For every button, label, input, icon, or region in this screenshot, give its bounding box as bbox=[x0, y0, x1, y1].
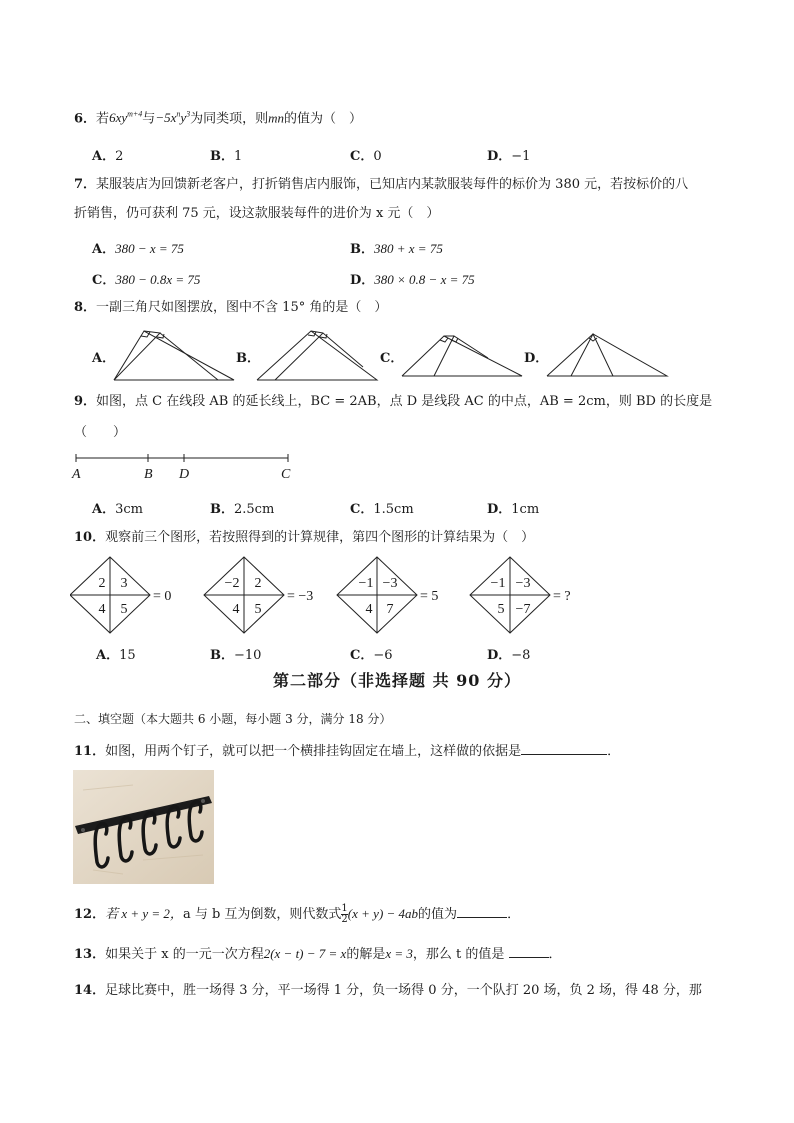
q8-figure-d bbox=[543, 328, 673, 382]
q8-option-b[interactable]: B． bbox=[236, 351, 260, 366]
fig3-bottom-left: 4 bbox=[365, 602, 373, 617]
q9-number: 9． bbox=[74, 394, 97, 409]
q7-option-c[interactable]: C．380 − 0.8x = 75 bbox=[92, 272, 201, 288]
q6-option-b[interactable]: B．1 bbox=[210, 149, 243, 164]
q12-stem: 12．若 x + y = 2，a 与 b 互为倒数，则代数式 $\frac{1}{2}$ (x + y) − 4ab的值为 ． bbox=[74, 903, 521, 925]
q8-figure-a bbox=[110, 325, 240, 383]
q14-stem: 14．足球比赛中，胜一场得 3 分，平一场得 1 分，负一场得 0 分，一个队打 20 场，负 2 场，得 48 分，那 bbox=[74, 983, 702, 998]
q8-figure-c bbox=[398, 330, 528, 382]
q11-answer-blank[interactable] bbox=[521, 742, 607, 755]
q6-term-1: $6xy^{m+4}$ bbox=[109, 110, 143, 126]
fig4-bottom-right: −7 bbox=[515, 602, 531, 617]
q12-answer-blank[interactable] bbox=[457, 905, 507, 918]
fig4-bottom-left: 5 bbox=[497, 602, 505, 617]
q7-option-d[interactable]: D．380 × 0.8 − x = 75 bbox=[350, 272, 475, 288]
fig3-bottom-right: 7 bbox=[386, 602, 394, 617]
q7-option-b[interactable]: B．380 + x = 75 bbox=[350, 241, 443, 257]
q6-option-c[interactable]: C．0 bbox=[350, 149, 382, 164]
fig2-result: = −3 bbox=[287, 589, 314, 604]
section2-heading: 二、填空题（本大题共 6 小题，每小题 3 分，满分 18 分） bbox=[74, 712, 392, 726]
fig3-result: = 5 bbox=[420, 589, 439, 604]
point-a-label: A bbox=[72, 467, 81, 482]
q8-option-d[interactable]: D． bbox=[524, 351, 549, 366]
q9-segment-figure bbox=[68, 450, 300, 484]
fig1-top-left: 2 bbox=[98, 576, 106, 591]
q11-stem: 11．如图，用两个钉子，就可以把一个横排挂钩固定在墙上，这样做的依据是 ． bbox=[74, 744, 621, 759]
q8-option-a[interactable]: A． bbox=[92, 351, 116, 366]
q7-number: 7． bbox=[74, 177, 97, 192]
fig2-top-left: −2 bbox=[224, 576, 240, 591]
q7-stem-line1: 7．某服装店为回馈新老客户，打折销售店内服饰，已知店内某款服装每件的标价为 380 元，若按标价的八 bbox=[74, 177, 689, 192]
q8-option-c[interactable]: C． bbox=[380, 351, 404, 366]
hook-rack-photo bbox=[73, 770, 214, 884]
q10-stem: 10．观察前三个图形，若按照得到的计算规律，第四个图形的计算结果为（ ） bbox=[74, 530, 535, 545]
q7-stem-line2: 折销售，仍可获利 75 元，设这款服装每件的进价为 x 元（ ） bbox=[74, 206, 440, 221]
q8-number: 8． bbox=[74, 300, 97, 315]
q9-stem-line1: 9．如图，点 C 在线段 AB 的延长线上，BC = 2AB，点 D 是线段 AC 的中点，AB = 2cm，则 BD 的长度是 bbox=[74, 394, 713, 409]
fig2-bottom-left: 4 bbox=[232, 602, 240, 617]
fig3-top-right: −3 bbox=[382, 576, 398, 591]
fig3-top-left: −1 bbox=[358, 576, 374, 591]
fig2-top-right: 2 bbox=[254, 576, 262, 591]
q11-number: 11． bbox=[74, 744, 106, 759]
point-b-label: B bbox=[144, 467, 153, 482]
q7-option-a[interactable]: A．380 − x = 75 bbox=[92, 241, 184, 257]
fig1-top-right: 3 bbox=[120, 576, 128, 591]
q10-number: 10． bbox=[74, 530, 106, 545]
q9-stem-line2: （ ） bbox=[74, 425, 127, 440]
q9-option-d[interactable]: D．1cm bbox=[487, 502, 540, 517]
q12-number: 12． bbox=[74, 907, 106, 922]
q6-stem: 6．若$6xy^{m+4}$与$-5x^ny^3$为同类项，则mn的值为（ ） bbox=[74, 110, 363, 127]
q6-number: 6． bbox=[74, 111, 97, 127]
fig4-result: = ? bbox=[553, 589, 571, 604]
fig4-top-right: −3 bbox=[515, 576, 531, 591]
fig1-bottom-right: 5 bbox=[120, 602, 128, 617]
point-c-label: C bbox=[281, 467, 291, 482]
q6-option-d[interactable]: D．−1 bbox=[487, 149, 531, 164]
q13-number: 13． bbox=[74, 947, 106, 962]
q14-number: 14． bbox=[74, 983, 106, 998]
part2-title: 第二部分（非选择题 共 90 分） bbox=[273, 671, 521, 690]
fig1-bottom-left: 4 bbox=[98, 602, 106, 617]
fig2-bottom-right: 5 bbox=[254, 602, 262, 617]
q8-figure-b bbox=[253, 325, 385, 383]
q10-option-c[interactable]: C．−6 bbox=[350, 648, 393, 663]
q6-option-a[interactable]: A．2 bbox=[92, 149, 124, 164]
fig1-result: = 0 bbox=[153, 589, 172, 604]
q10-option-d[interactable]: D．−8 bbox=[487, 648, 531, 663]
point-d-label: D bbox=[179, 467, 190, 482]
q13-answer-blank[interactable] bbox=[509, 945, 549, 958]
q9-option-c[interactable]: C．1.5cm bbox=[350, 502, 414, 517]
q10-diamond-figures bbox=[70, 555, 590, 637]
q12-fraction: $\frac{1}{2}$ bbox=[341, 903, 348, 925]
q13-stem: 13．如果关于 x 的一元一次方程2(x − t) − 7 = x的解是x = 3，那么 t 的值是 ． bbox=[74, 946, 562, 962]
q8-stem: 8．一副三角尺如图摆放，图中不含 15° 角的是（ ） bbox=[74, 300, 388, 315]
q9-option-a[interactable]: A．3cm bbox=[92, 502, 143, 517]
q9-option-b[interactable]: B．2.5cm bbox=[210, 502, 275, 517]
q10-option-b[interactable]: B．−10 bbox=[210, 648, 262, 663]
fig4-top-left: −1 bbox=[490, 576, 506, 591]
q6-term-2: $-5x^ny^3$ bbox=[155, 110, 191, 126]
q10-option-a[interactable]: A．15 bbox=[96, 648, 136, 663]
